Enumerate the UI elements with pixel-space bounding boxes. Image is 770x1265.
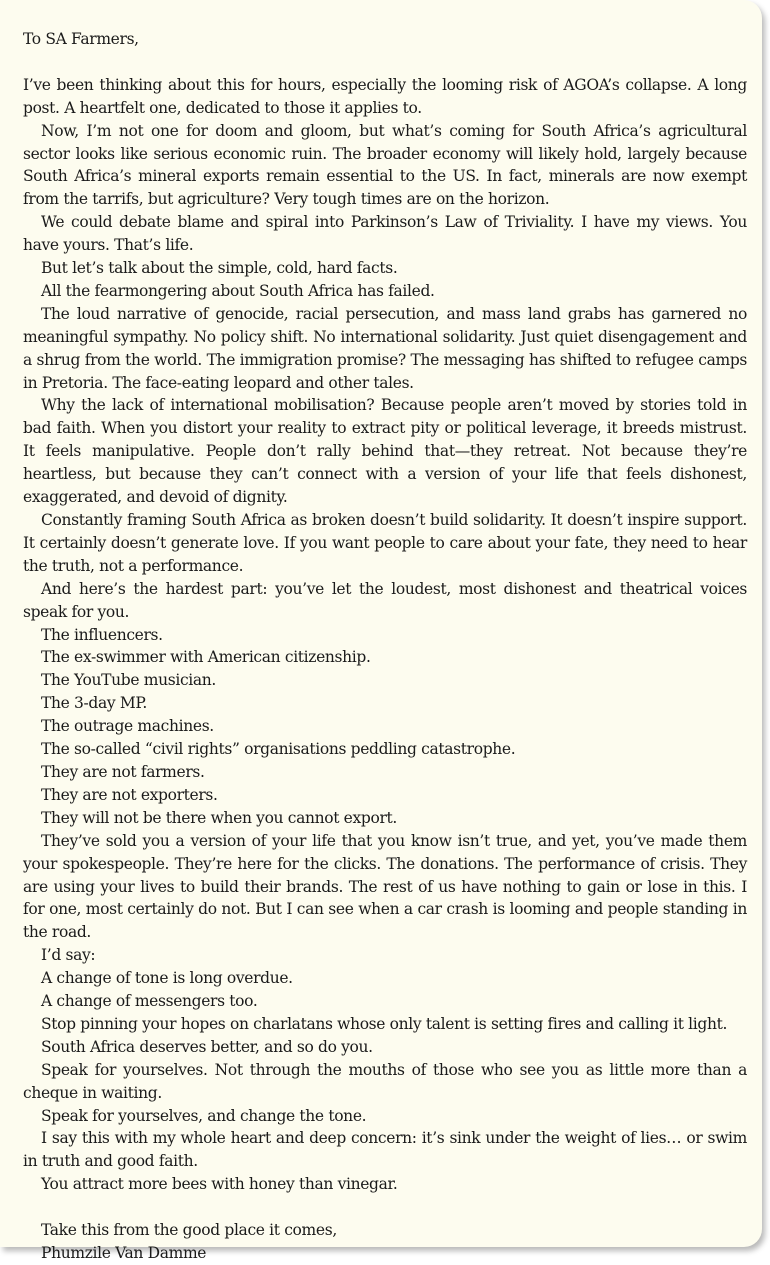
- paragraph: A change of tone is long overdue.: [41, 969, 293, 988]
- paragraph: They are not farmers.: [41, 762, 205, 781]
- paragraph: The 3-day MP.: [41, 694, 147, 713]
- paragraph: They are not exporters.: [41, 785, 218, 804]
- letter-body: [23, 28, 747, 1265]
- paragraph: We could debate blame and spiral into Parkinson’s Law of Triviality. I have my views. You have yours. That’s life.: [23, 213, 747, 255]
- signature: Phumzile Van Damme: [41, 1244, 207, 1262]
- paragraph: Speak for yourselves, and change the tone.: [41, 1106, 367, 1125]
- paragraph: The so-called “civil rights” organisations peddling catastrophe.: [41, 740, 516, 759]
- paragraph: All the fearmongering about South Africa has failed.: [41, 281, 435, 300]
- paragraph: South Africa deserves better, and so do you.: [41, 1037, 373, 1056]
- paragraph: Constantly framing South Africa as broken doesn’t build solidarity. It doesn’t inspire support. It certainly doesn’t generate love. If you want people to care about your fate, they need to hear the truth, not a performance.: [23, 511, 747, 575]
- paragraph: A change of messengers too.: [41, 992, 258, 1011]
- paragraph: You attract more bees with honey than vinegar.: [41, 1175, 398, 1194]
- paragraph: The influencers.: [41, 625, 163, 644]
- paragraph: The YouTube musician.: [41, 671, 216, 690]
- paragraph: Speak for yourselves. Not through the mouths of those who see you as little more than a cheque in waiting.: [23, 1060, 747, 1102]
- paragraph: Why the lack of international mobilisation? Because people aren’t moved by stories told in bad faith. When you distort your reality to extract pity or political leverage, it breeds mistrust. It feels manipulative. People don’t rally behind that—they retreat. Not because they’re heartless, but because they can’t connect with a version of your life that feels dishonest, exaggerated, and devoid of dignity.: [23, 396, 747, 507]
- salutation: To SA Farmers,: [23, 30, 139, 48]
- spacer: [23, 1196, 747, 1219]
- paragraph: The loud narrative of genocide, racial persecution, and mass land grabs has garnered no meaningful sympathy. No policy shift. No international solidarity. Just quiet disengagement and a shrug from the world. The immigration promise? The messaging has shifted to refugee camps in Pretoria. The face-eating leopard and other tales.: [23, 304, 747, 392]
- paragraph: And here’s the hardest part: you’ve let the loudest, most dishonest and theatrical voices speak for you.: [23, 579, 747, 621]
- paragraph: Stop pinning your hopes on charlatans whose only talent is setting fires and calling it light.: [41, 1014, 728, 1033]
- paragraph: The outrage machines.: [41, 717, 214, 736]
- paragraph: They’ve sold you a version of your life that you know isn’t true, and yet, you’ve made them your spokespeople. They’re here for the clicks. The donations. The performance of crisis. They are using your lives to build their brands. The rest of us have nothing to gain or lose in this. I for one, most certainly do not. But I can see when a car crash is looming and people standing in the road.: [23, 831, 747, 942]
- paragraph: I say this with my whole heart and deep concern: it’s sink under the weight of lies… or swim in truth and good faith.: [23, 1129, 747, 1171]
- closing-line: Take this from the good place it comes,: [41, 1221, 337, 1240]
- paragraph: I’d say:: [41, 946, 96, 965]
- paragraph: But let’s talk about the simple, cold, hard facts.: [41, 259, 398, 278]
- intro-paragraph: I’ve been thinking about this for hours, especially the looming risk of AGOA’s collapse. A long post. A heartfelt one, dedicated to those it applies to.: [23, 75, 747, 117]
- paragraph: The ex-swimmer with American citizenship.: [41, 648, 371, 667]
- paragraph: Now, I’m not one for doom and gloom, but what’s coming for South Africa’s agricultural sector looks like serious economic ruin. The broader economy will likely hold, largely because South Africa’s mineral exports remain essential to the US. In fact, minerals are now exempt from the tarrifs, but agriculture? Very tough times are on the horizon.: [23, 121, 747, 209]
- spacer: [23, 51, 747, 74]
- paragraph: They will not be there when you cannot export.: [41, 808, 397, 827]
